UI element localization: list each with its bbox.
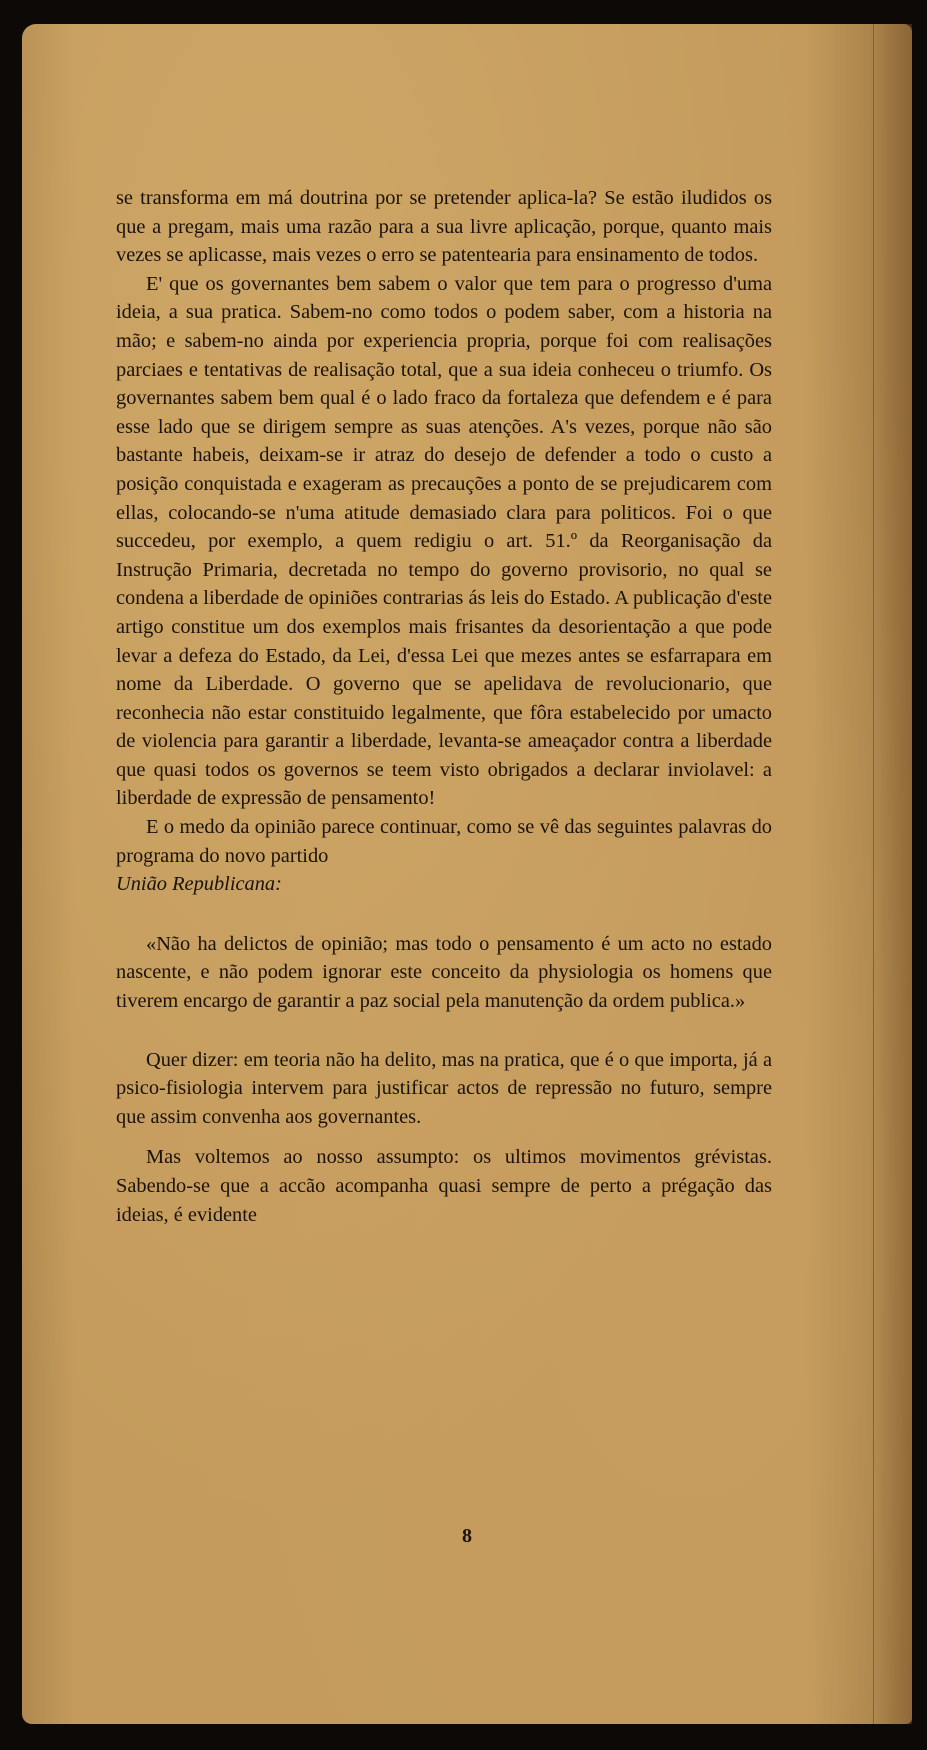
paragraph-1: se transforma em má doutrina por se pretender aplica-la? Se estão iludidos os que a pregam, mais uma razão para a sua livre aplicação, porque, quanto mais vezes se aplicasse, mais vezes o erro se patentearia para ensinamento de todos. [116,187,772,267]
programme-quote: «Não ha delictos de opinião; mas todo o pensamento é um acto no estado nascente, e não podem ignorar este conceito da physiologia os homens que tiverem encargo de garantir a paz social pela manutenção da ordem publica.» [116,932,772,1013]
paragraph-3-text: E o medo da opinião parece continuar, como se vê das seguintes palavras do programa do novo partido [116,816,772,867]
book-page [22,24,912,1724]
paragraph-3 [116,813,772,899]
party-name: União Republicana: [116,873,282,896]
paragraph-5: Mas voltemos ao nosso assumpto: os ultimos movimentos grévistas. Sabendo-se que a accão acompanha quasi sempre de perto a prégação das ideias, é evidente [116,1146,772,1226]
paragraph-2: E' que os governantes bem sabem o valor que tem para o progresso d'uma ideia, a sua pratica. Sabem-no como todos o podem saber, com a historia na mão; e sabem-no ainda por experiencia propria, porque foi com realisações parciaes e tentativas de realisação total, que a sua ideia conheceu o triumfo. Os governantes sabem bem qual é o lado fraco da fortaleza que defendem e é para esse lado que se dirigem sempre as suas atenções. A's vezes, porque não são bastante habeis, deixam-se ir atraz do desejo de defender a todo o custo a posição conquistada e exageram as precauções a ponto de se prejudicarem com ellas, colocando-se n'uma atitude demasiado clara para politicos. Foi o que succedeu, por exemplo, a quem redigiu o art. 51.º da Reorganisação da Instrução Primaria, decretada no tempo do governo provisorio, no qual se condena a liberdade de opiniões contrarias ás leis do Estado. A publicação d'este artigo constitue um dos exemplos mais frisantes da desorientação a que pode levar a defeza do Estado, da Lei, d'essa Lei que mezes antes se esfarrapara em nome da Liberdade. O governo que se apelidava de revolucionario, que reconhecia não estar constituido legalmente, que fôra estabelecido por umacto de violencia para garantir a liberdade, levanta-se ameaçador contra a liberdade que quasi todos os governos se teem visto obrigados a declarar inviolavel: a liberdade de expressão de pensamento! [116,272,772,810]
page-number: 8 [462,1525,472,1547]
page-edge-shadow [873,24,912,1724]
body-text [116,184,772,1229]
paragraph-4: Quer dizer: em teoria não ha delito, mas na pratica, que é o que importa, já a psico-fisiologia intervem para justificar actos de repressão no futuro, sempre que assim convenha aos governantes. [116,1048,772,1128]
